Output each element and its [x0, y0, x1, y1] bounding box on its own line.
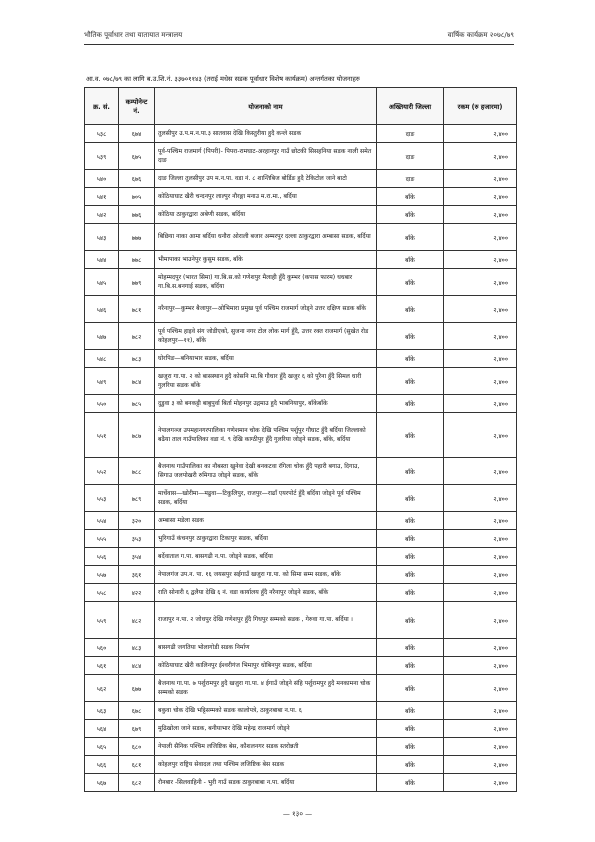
- cell-code: ७८७: [119, 413, 155, 458]
- cell-sn: ५६१: [85, 657, 119, 675]
- cell-amount: २,४००: [444, 188, 517, 206]
- cell-amount: २,४००: [444, 548, 517, 566]
- cell-sn: ५६६: [85, 756, 119, 774]
- cell-district: बाँके: [377, 548, 444, 566]
- table-row: [85, 602, 517, 639]
- cell-code: ७८५: [119, 395, 155, 413]
- table-row: [85, 269, 517, 296]
- cell-project-name: दुडुवा ३ को बनकट्टी बाबुपुर्वा बिर्ता मोहनपुर उद्गमाउ हुदै भाबनियापुर, बाँकेबाँके: [155, 395, 377, 413]
- page-number: — १३० —: [282, 810, 313, 818]
- cell-sn: ५५१: [85, 413, 119, 458]
- cell-project-name: नेपाली सैनिक पश्चिम लजिष्टिक बेस, कौशलनगर सडक स्तरोन्नती: [155, 738, 377, 756]
- cell-amount: २,४००: [444, 125, 517, 143]
- table-row: [85, 224, 517, 251]
- cell-district: बाँके: [377, 395, 444, 413]
- cell-district: बाँके: [377, 224, 444, 251]
- cell-project-name: भीमापाका भाउनेपुर कुसुम सडक, बाँके: [155, 251, 377, 269]
- cell-project-name: बकुवा चोक देखि भट्टिसम्मको सडक कालोपत्रे, ठाकुरबाबा न.पा. ६: [155, 702, 377, 720]
- cell-project-name: बिछिया नाका आमा बर्दिया धनौरा ओराली बजार अम्मरपुर दल्ला ठाकुरद्वारा अम्बासा सडक, बर्दिया: [155, 224, 377, 251]
- table-row: [85, 530, 517, 548]
- cell-district: बाँके: [377, 738, 444, 756]
- cell-code: ७७७: [119, 224, 155, 251]
- table-row: [85, 206, 517, 224]
- cell-district: दाङ: [377, 143, 444, 170]
- cell-district: बाँके: [377, 702, 444, 720]
- cell-sn: ५६५: [85, 738, 119, 756]
- cell-code: ६७४: [119, 125, 155, 143]
- cell-sn: ५५६: [85, 548, 119, 566]
- cell-sn: ५६७: [85, 774, 119, 792]
- cell-amount: २,४००: [444, 251, 517, 269]
- cell-project-name: कोहलपुर राष्ट्रिय सेवादल तथा पश्चिम लजिष्टिक बेस सडक: [155, 756, 377, 774]
- table-row: [85, 350, 517, 368]
- cell-district: दाङ: [377, 170, 444, 188]
- table-row: [85, 639, 517, 657]
- cell-sn: ५४४: [85, 251, 119, 269]
- cell-district: बाँके: [377, 350, 444, 368]
- cell-district: बाँके: [377, 485, 444, 512]
- cell-code: ३२०: [119, 512, 155, 530]
- table-row: [85, 296, 517, 323]
- table-row: [85, 657, 517, 675]
- cell-project-name: नेपालगञ्ज उपमहानगरपालिका गणेशमान चोक देखि पश्चिम पर्शुपुर गौघाट हुँदै बर्दिया जिल्लाको बढैया ताल गाउँपालिका वडा नं. ९ देखि काग्ठीपुर हुँदै गुलरिया जोड्ने सडक, बाँके, बर्दिया: [155, 413, 377, 458]
- col-header-amount: रकम (रु हजारमा): [444, 88, 517, 125]
- cell-sn: ५६४: [85, 720, 119, 738]
- cell-sn: ५४०: [85, 170, 119, 188]
- cell-project-name: नरैनापुर—कुम्भर बैजापुर—ओभिमारा प्रमुख पूर्व पश्चिम राजमार्ग जोड्ने उत्तर दक्षिण सडक बाँके: [155, 296, 377, 323]
- cell-amount: २,४००: [444, 702, 517, 720]
- cell-district: बाँके: [377, 458, 444, 485]
- cell-code: ६७६: [119, 170, 155, 188]
- cell-code: ७८१: [119, 296, 155, 323]
- cell-project-name: दाङ जिल्ला तुलसीपुर उप म.न.पा. वडा नं. ८ शान्तिबिज बोर्डिङ हुदै टेकिटोल जाने बाटो: [155, 170, 377, 188]
- cell-district: बाँके: [377, 296, 444, 323]
- cell-sn: ५४५: [85, 269, 119, 296]
- cell-project-name: मुढिखोला जाने सडक, बनीयाभार देखि महेन्द्र राजमार्ग जोड्ने: [155, 720, 377, 738]
- cell-district: बाँके: [377, 323, 444, 350]
- cell-code: ६७९: [119, 720, 155, 738]
- cell-project-name: खजुरा गा.पा. २ को बासस्थान हुदै कोसनि मा.बि गौधार हुँदै खजुर ६ को पुरैना हुँदै सिमल धारी गुलरिया सडक बाँके: [155, 368, 377, 395]
- cell-amount: २,४००: [444, 530, 517, 548]
- cell-code: ६८१: [119, 756, 155, 774]
- cell-district: बाँके: [377, 657, 444, 675]
- cell-sn: ५६३: [85, 702, 119, 720]
- table-row: [85, 702, 517, 720]
- cell-amount: २,४००: [444, 774, 517, 792]
- cell-code: ३५४: [119, 548, 155, 566]
- cell-project-name: भुरिगाउँ कंचनपुर ठाकुरद्वारा टिकापुर सडक, बर्दिया: [155, 530, 377, 548]
- cell-project-name: पूर्व-पश्चिम राजमार्ग (पिपरी)- पिपरा-रामघाट-अरहानपुर गाउँ छोटकी सिसहनिया सडक नाली समेत दाङ: [155, 143, 377, 170]
- cell-district: बाँके: [377, 774, 444, 792]
- table-header-row: [85, 88, 517, 125]
- cell-amount: २,४००: [444, 566, 517, 584]
- cell-district: बाँके: [377, 720, 444, 738]
- table-row: [85, 774, 517, 792]
- cell-sn: ५४३: [85, 224, 119, 251]
- cell-sn: ५४२: [85, 206, 119, 224]
- cell-district: बाँके: [377, 675, 444, 702]
- cell-code: ७७८: [119, 251, 155, 269]
- cell-amount: २,४००: [444, 512, 517, 530]
- col-header-code: कम्पोनेन्ट नं.: [119, 88, 155, 125]
- cell-amount: २,४००: [444, 296, 517, 323]
- cell-code: ६७८: [119, 702, 155, 720]
- header-divider: [84, 44, 514, 45]
- cell-amount: २,४००: [444, 720, 517, 738]
- cell-project-name: कोठिया ठाकुरद्वारा अबेणी सडक, बर्दिया: [155, 206, 377, 224]
- cell-project-name: नेपालगंज उप.न. पा. १६ जयसपुर सईगाउँ खजुरा गा.पा. को सिमा सम्म सडक, बाँके: [155, 566, 377, 584]
- cell-amount: २,४००: [444, 602, 517, 639]
- cell-code: ६८२: [119, 774, 155, 792]
- ministry-name: भौतिक पूर्वाधार तथा यातायात मन्त्रालय: [84, 31, 183, 39]
- cell-amount: २,४००: [444, 413, 517, 458]
- table-row: [85, 323, 517, 350]
- cell-code: ७८२: [119, 323, 155, 350]
- cell-district: बाँके: [377, 269, 444, 296]
- cell-code: ४२२: [119, 584, 155, 602]
- cell-code: ४८३: [119, 639, 155, 657]
- cell-district: बाँके: [377, 413, 444, 458]
- cell-sn: ५४७: [85, 323, 119, 350]
- table-row: [85, 125, 517, 143]
- cell-project-name: कोठियाघाट खैरी कालिनपुर ईश्वरीगंज भिमापुर धोबिनपुर सडक, बर्दिया: [155, 657, 377, 675]
- cell-amount: २,४००: [444, 224, 517, 251]
- cell-district: बाँके: [377, 368, 444, 395]
- cell-district: बाँके: [377, 530, 444, 548]
- cell-amount: २,४००: [444, 584, 517, 602]
- cell-project-name: कोठियाघाट खैरी चन्दनपुर लाल्पुर नौरङ्गा मनाउ म.रा.मा., बर्दिया: [155, 188, 377, 206]
- table-row: [85, 738, 517, 756]
- cell-code: ७७९: [119, 269, 155, 296]
- cell-sn: ५५९: [85, 602, 119, 639]
- cell-amount: २,४००: [444, 756, 517, 774]
- table-row: [85, 485, 517, 512]
- cell-amount: २,४००: [444, 639, 517, 657]
- cell-amount: २,४००: [444, 485, 517, 512]
- cell-amount: २,४००: [444, 368, 517, 395]
- cell-code: ७८९: [119, 485, 155, 512]
- table-row: [85, 756, 517, 774]
- cell-code: ६८०: [119, 738, 155, 756]
- cell-amount: २,४००: [444, 738, 517, 756]
- cell-amount: २,४००: [444, 395, 517, 413]
- cell-sn: ५५३: [85, 485, 119, 512]
- cell-code: ७०५: [119, 188, 155, 206]
- cell-code: ७८४: [119, 368, 155, 395]
- table-row: [85, 143, 517, 170]
- table-row: [85, 251, 517, 269]
- table-row: [85, 413, 517, 458]
- cell-project-name: राजापुर न.पा. २ जोधपुर देखि गणेशपुर हुँदै गिधपुर सम्मको सडक , गेरुवा गा.पा. बर्दिया ।: [155, 602, 377, 639]
- cell-project-name: पूर्व पश्चिम हाइवे संग जोडीएको, सुजना नगर टोल लोक मार्ग हुँदै, उत्तर रक्त राजमार्ग (सुखेत रोड कोहलपुर—११), बाँके: [155, 323, 377, 350]
- col-header-district: अख्तियारी जिल्ला: [377, 88, 444, 125]
- cell-project-name: बैजनाथ गा.पा. ७ पर्शुरामपुर हुदै खजुरा गा.पा. ४ ईगाउँ जोड्ने संहि पर्शुरामपुर हुदै मनकामना चोक सम्मको सडक: [155, 675, 377, 702]
- cell-project-name: बैजनाथ गाउँपालिका का नौबस्ता खुनेवा देखी बनकटवा रंगिला चोक हुँदै पहारी बगाउ, दिगाउ, सिगाउ जलपोखरी रुमिगाउ जोड्ने सडक, बाँके: [155, 458, 377, 485]
- table-row: [85, 720, 517, 738]
- table-row: [85, 548, 517, 566]
- table-body: [85, 125, 517, 792]
- cell-amount: २,४००: [444, 143, 517, 170]
- cell-code: ३६१: [119, 566, 155, 584]
- cell-project-name: रौनबार -सिलवाहिनी - भुरी गाउँ सडक ठाकुरबाबा न.पा. बर्दिया: [155, 774, 377, 792]
- cell-amount: २,४००: [444, 323, 517, 350]
- cell-sn: ५४६: [85, 296, 119, 323]
- cell-sn: ५४१: [85, 188, 119, 206]
- cell-amount: २,४००: [444, 269, 517, 296]
- cell-project-name: बासगढी जगतिया भोलागोडी सडक निर्माण: [155, 639, 377, 657]
- cell-sn: ५३८: [85, 125, 119, 143]
- cell-code: ४८४: [119, 657, 155, 675]
- program-title: वार्षिक कार्यक्रम २०७८/७९: [447, 31, 514, 39]
- cell-sn: ५५०: [85, 395, 119, 413]
- cell-code: ७८३: [119, 350, 155, 368]
- table-row: [85, 188, 517, 206]
- cell-project-name: बर्देवाताल ग.पा. बासगढी न.पा. जोड्ने सडक, बर्दिया: [155, 548, 377, 566]
- cell-district: बाँके: [377, 584, 444, 602]
- col-header-name: योजनाको नाम: [155, 88, 377, 125]
- cell-code: ४८२: [119, 602, 155, 639]
- cell-district: बाँके: [377, 188, 444, 206]
- cell-code: ६७७: [119, 675, 155, 702]
- cell-district: बाँके: [377, 512, 444, 530]
- cell-sn: ५६०: [85, 639, 119, 657]
- table-row: [85, 512, 517, 530]
- cell-project-name: अम्बासा मडेला सडक: [155, 512, 377, 530]
- table-row: [85, 170, 517, 188]
- cell-amount: २,४००: [444, 206, 517, 224]
- cell-sn: ५४८: [85, 350, 119, 368]
- running-header: [84, 31, 514, 45]
- cell-district: दाङ: [377, 125, 444, 143]
- cell-sn: ५३९: [85, 143, 119, 170]
- table-row: [85, 584, 517, 602]
- cell-sn: ५४९: [85, 368, 119, 395]
- cell-project-name: मार्चेवास—खोरीमा—मढुवा—टिकुलिपुर, राजपुर—राढाँ एयरपोर्ट हुँदै बर्दिया जोड्ने पूर्व पश्चिम सडक, बर्दिया: [155, 485, 377, 512]
- table-row: [85, 675, 517, 702]
- cell-code: ६७५: [119, 143, 155, 170]
- table-row: [85, 566, 517, 584]
- cell-sn: ५५७: [85, 566, 119, 584]
- table-row: [85, 458, 517, 485]
- table-row: [85, 395, 517, 413]
- cell-district: बाँके: [377, 602, 444, 639]
- cell-sn: ५५८: [85, 584, 119, 602]
- cell-district: बाँके: [377, 206, 444, 224]
- cell-district: बाँके: [377, 566, 444, 584]
- cell-project-name: राति सोनारी ६ द्वलैया देखि ६ नं. वडा कार्यालय हुँदै नरैनापुर जोड्ने सडक, बाँके: [155, 584, 377, 602]
- cell-project-name: मोहम्मदपुर (भारत सिमा) गा.बि.स.को गणेशपुर मैलाही हुँदै कुम्भर (कपास फारम) धधबार गा.बि.स.बनगाई सडक, बर्दिया: [155, 269, 377, 296]
- cell-district: बाँके: [377, 251, 444, 269]
- cell-amount: २,४००: [444, 458, 517, 485]
- table-row: [85, 368, 517, 395]
- table-caption: आ.व. ०७८/७९ का लागि ब.उ.शि.नं. ३३७०११४३ (तराई मधेस सडक पूर्वाधार विशेष कार्यक्रम) अन्तर्गतका योजनाहरु: [86, 75, 360, 83]
- projects-table: [84, 87, 517, 792]
- cell-code: ७७६: [119, 206, 155, 224]
- cell-code: ३५३: [119, 530, 155, 548]
- cell-sn: ५५५: [85, 530, 119, 548]
- col-header-sn: क्र. सं.: [85, 88, 119, 125]
- cell-district: बाँके: [377, 756, 444, 774]
- cell-sn: ५६२: [85, 675, 119, 702]
- cell-amount: २,४००: [444, 350, 517, 368]
- cell-amount: २,४००: [444, 657, 517, 675]
- cell-sn: ५५२: [85, 458, 119, 485]
- cell-project-name: तुलसीपुर उ.प.म.न.पा.३ सातवास देखि किस्तुरीया हुदै कन्ले सडक: [155, 125, 377, 143]
- cell-project-name: घोरपिङ—बनियाभार सडक, बर्दिया: [155, 350, 377, 368]
- cell-code: ७८८: [119, 458, 155, 485]
- cell-amount: २,४००: [444, 675, 517, 702]
- cell-amount: २,४००: [444, 170, 517, 188]
- cell-sn: ५५४: [85, 512, 119, 530]
- cell-district: बाँके: [377, 639, 444, 657]
